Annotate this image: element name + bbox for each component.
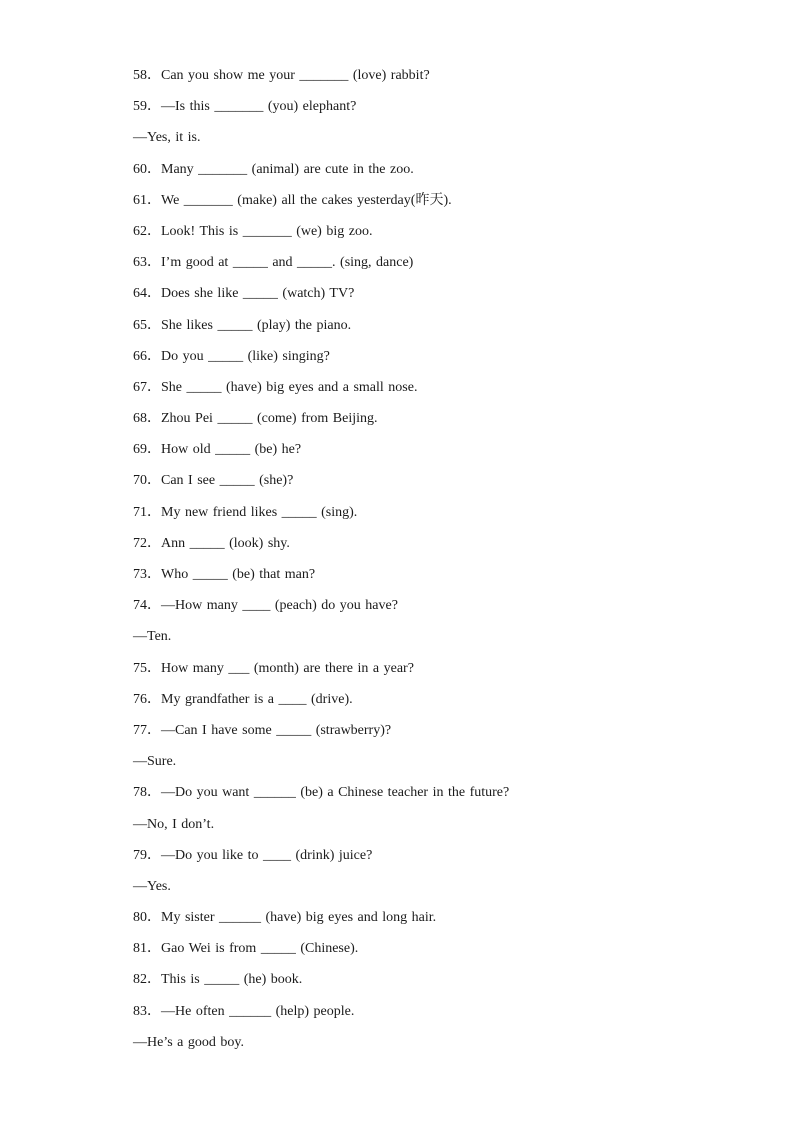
exercise-line: —No, I don’t. — [133, 816, 215, 832]
exercise-line: 83．—He often ______ (help) people. — [133, 1003, 355, 1019]
exercise-list — [133, 64, 753, 1062]
exercise-line: 82．This is _____ (he) book. — [133, 972, 303, 988]
exercise-line: 70．Can I see _____ (she)? — [133, 473, 294, 489]
exercise-line: 65．She likes _____ (play) the piano. — [133, 317, 352, 333]
exercise-line: 79．—Do you like to ____ (drink) juice? — [133, 847, 373, 863]
exercise-line: 72．Ann _____ (look) shy. — [133, 535, 290, 551]
exercise-line: 71．My new friend likes _____ (sing). — [133, 504, 358, 520]
exercise-line: 78．—Do you want ______ (be) a Chinese teacher in the future? — [133, 785, 510, 801]
exercise-line: 75．How many ___ (month) are there in a year? — [133, 660, 414, 676]
exercise-line: 61．We _______ (make) all the cakes yesterday(昨天). — [133, 192, 452, 208]
exercise-line: 59．—Is this _______ (you) elephant? — [133, 99, 357, 115]
exercise-line: 76．My grandfather is a ____ (drive). — [133, 691, 353, 707]
exercise-line: 60．Many _______ (animal) are cute in the zoo. — [133, 161, 414, 177]
exercise-line: —Ten. — [133, 629, 172, 645]
exercise-line: 63．I’m good at _____ and _____. (sing, dance) — [133, 255, 414, 271]
exercise-line: 66．Do you _____ (like) singing? — [133, 348, 330, 364]
exercise-line: 69．How old _____ (be) he? — [133, 442, 302, 458]
exercise-line: 73．Who _____ (be) that man? — [133, 567, 316, 582]
exercise-line: —Yes. — [133, 878, 171, 894]
exercise-line: 81．Gao Wei is from _____ (Chinese). — [133, 941, 359, 957]
exercise-line: 80．My sister ______ (have) big eyes and long hair. — [133, 910, 437, 926]
exercise-line: 74．—How many ____ (peach) do you have? — [133, 598, 398, 614]
exercise-line: 68．Zhou Pei _____ (come) from Beijing. — [133, 411, 378, 427]
exercise-line: 64．Does she like _____ (watch) TV? — [133, 286, 355, 302]
exercise-line: 58．Can you show me your _______ (love) rabbit? — [133, 68, 430, 83]
exercise-line: 77．—Can I have some _____ (strawberry)? — [133, 722, 392, 738]
exercise-line: —Sure. — [133, 754, 177, 770]
exercise-line: —He’s a good boy. — [133, 1034, 244, 1050]
exercise-line: —Yes, it is. — [133, 130, 201, 146]
exercise-line: 67．She _____ (have) big eyes and a small nose. — [133, 379, 418, 395]
exercise-line: 62．Look! This is _______ (we) big zoo. — [133, 223, 373, 239]
